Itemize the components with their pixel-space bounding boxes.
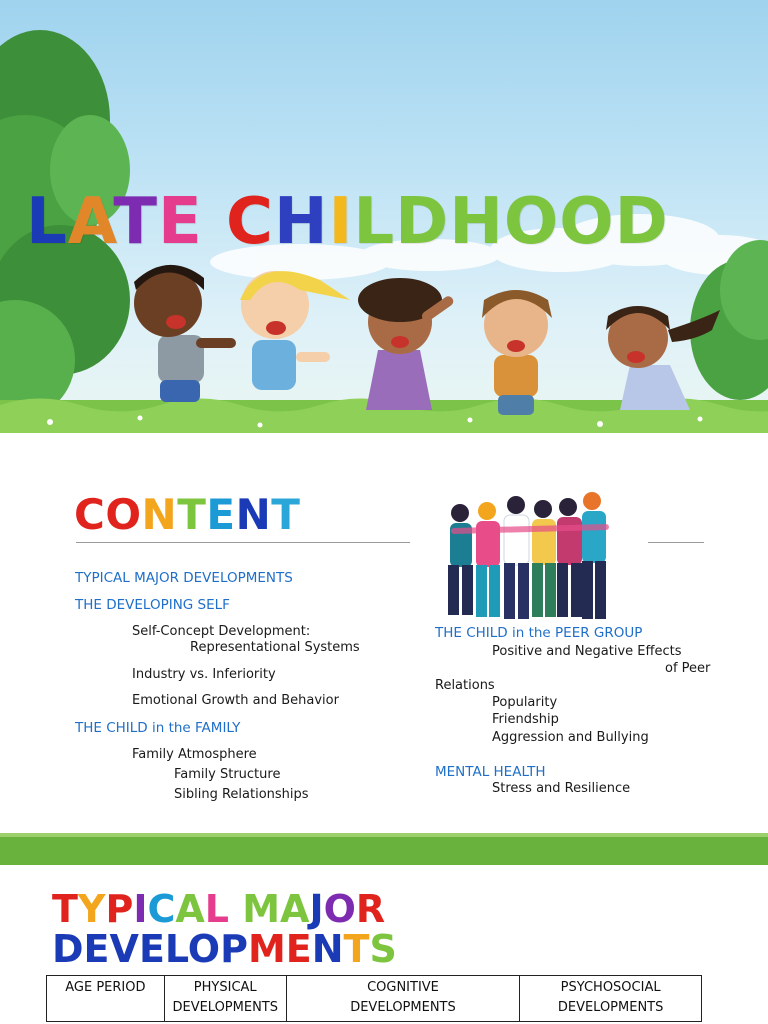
developments-title-letter: T — [52, 887, 78, 931]
toc-effects-line2: of Peer — [665, 661, 711, 676]
banner-title-letter: A — [67, 185, 114, 259]
developments-title-letter: M — [242, 887, 281, 931]
slide-separator-band — [0, 833, 768, 865]
developments-title-letter: M — [247, 927, 286, 971]
banner-title-letter: H — [273, 185, 329, 259]
banner-title-letter: L — [26, 185, 68, 259]
content-slide — [0, 433, 768, 833]
toc-stress-resilience: Stress and Resilience — [492, 781, 631, 796]
toc-mental-health[interactable]: MENTAL HEALTH — [435, 764, 546, 780]
banner-title-letter: E — [158, 185, 203, 259]
toc-sibling-relationships: Sibling Relationships — [174, 787, 309, 802]
banner-title-letter: O — [503, 185, 560, 259]
content-heading-letter: T — [177, 490, 207, 539]
developments-title-letter: I — [133, 887, 148, 931]
developments-title-letter — [229, 887, 242, 931]
banner-title — [26, 182, 766, 262]
toc-family-structure: Family Structure — [174, 767, 281, 782]
content-heading-letter: E — [206, 490, 236, 539]
toc-child-in-family[interactable]: THE CHILD in the FAMILY — [75, 720, 241, 736]
content-heading-letter: O — [105, 490, 142, 539]
banner-title-letter: O — [559, 185, 615, 259]
developments-title-letter: P — [220, 927, 248, 971]
banner-title-letter: T — [113, 185, 158, 259]
developments-title-letter: N — [311, 927, 344, 971]
toc-self-concept: Self-Concept Development: — [132, 624, 311, 639]
toc-friendship: Friendship — [492, 712, 559, 727]
heading-divider-right — [648, 542, 704, 543]
developments-title-letter: O — [323, 887, 356, 931]
developments-table — [46, 975, 702, 1022]
developments-title-letter: C — [147, 887, 176, 931]
header-cognitive-developments: COGNITIVE DEVELOPMENTS — [286, 976, 520, 1022]
banner-title-letter: C — [226, 185, 274, 259]
group-hug-illustration — [440, 491, 610, 621]
developments-title-letter: A — [175, 887, 205, 931]
banner-title-letter: D — [395, 185, 450, 259]
content-heading-letter: N — [141, 490, 178, 539]
header-age-period: AGE PERIOD — [47, 976, 165, 1022]
header-physical-developments: PHYSICAL DEVELOPMENTS — [164, 976, 286, 1022]
toc-aggression-bullying: Aggression and Bullying — [492, 730, 649, 745]
developments-title — [52, 889, 397, 969]
developments-title-letter: J — [309, 887, 324, 931]
developments-title-letter: L — [164, 927, 188, 971]
banner-title-letter: H — [449, 185, 504, 259]
toc-child-in-peer-group[interactable]: THE CHILD in the PEER GROUP — [435, 625, 643, 641]
toc-developing-self[interactable]: THE DEVELOPING SELF — [75, 597, 230, 613]
header-psychosocial-developments: PSYCHOSOCIAL DEVELOPMENTS — [520, 976, 702, 1022]
developments-title-letter: A — [280, 887, 310, 931]
developments-title-line1 — [52, 889, 397, 929]
developments-slide — [0, 865, 768, 1024]
developments-title-letter: V — [109, 927, 139, 971]
toc-popularity: Popularity — [492, 695, 558, 710]
toc-typical-major-developments[interactable]: TYPICAL MAJOR DEVELOPMENTS — [75, 570, 293, 586]
developments-title-letter: O — [187, 927, 221, 971]
content-heading-letter: T — [271, 490, 301, 539]
content-heading — [74, 487, 300, 543]
content-heading-letter: N — [235, 490, 272, 539]
developments-title-letter: D — [52, 927, 84, 971]
developments-title-letter: S — [369, 927, 397, 971]
title-banner — [0, 0, 768, 433]
toc-representational-systems: Representational Systems — [190, 640, 360, 655]
developments-title-letter: E — [138, 927, 165, 971]
content-heading-letter: C — [74, 490, 106, 539]
developments-title-letter: E — [83, 927, 110, 971]
toc-effects-line1: Positive and Negative Effects — [492, 644, 682, 659]
developments-title-letter: T — [343, 927, 370, 971]
banner-title-letter: D — [614, 185, 669, 259]
developments-title-letter: Y — [77, 887, 106, 931]
developments-title-letter: R — [355, 887, 386, 931]
developments-title-letter: L — [204, 887, 229, 931]
banner-title-letter: I — [328, 185, 354, 259]
toc-effects-line3: Relations — [435, 678, 495, 693]
banner-title-letter: L — [353, 185, 396, 259]
heading-divider-left — [76, 542, 410, 543]
toc-family-atmosphere: Family Atmosphere — [132, 747, 257, 762]
table-header-row — [47, 976, 702, 1022]
developments-title-letter: E — [285, 927, 312, 971]
toc-emotional-growth: Emotional Growth and Behavior — [132, 693, 339, 708]
banner-title-letter — [203, 185, 226, 259]
toc-industry: Industry vs. Inferiority — [132, 667, 276, 682]
developments-title-line2 — [52, 929, 397, 969]
developments-title-letter: P — [105, 887, 134, 931]
